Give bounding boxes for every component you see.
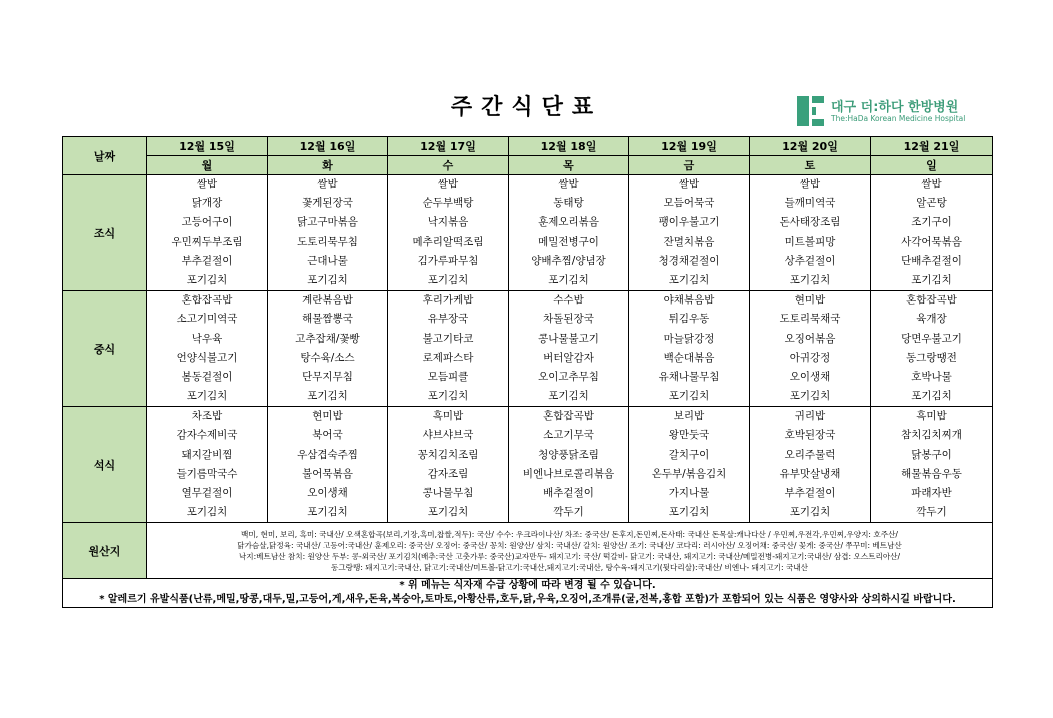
- menu-item: 모듬어묵국: [663, 197, 715, 210]
- menu-item: 사각어묵볶음: [901, 235, 962, 248]
- menu-item: 오리주물럭: [784, 448, 836, 461]
- meal-cell: [147, 175, 268, 291]
- menu-item: 포기김치: [186, 390, 228, 403]
- menu-item: 수수밥: [553, 294, 584, 307]
- menu-item: 모듬피클: [427, 370, 469, 383]
- hospital-logo: [797, 96, 997, 126]
- meal-label: 조식: [63, 175, 147, 291]
- meal-cell: [750, 407, 871, 523]
- menu-item: 콩나물무침: [422, 487, 474, 499]
- menu-item: 김가루파무침: [417, 254, 479, 267]
- menu-item: 오이생채: [307, 487, 348, 499]
- meal-cell: [147, 407, 268, 523]
- meal-row: [63, 407, 993, 523]
- logo-english-name: The:HaDa Korean Medicine Hospital: [831, 114, 966, 123]
- date-cell: 12월 20일: [750, 137, 871, 156]
- menu-item: 낙지볶음: [427, 216, 469, 229]
- menu-item: 팽이우불고기: [658, 216, 720, 229]
- meal-cell: [388, 291, 509, 407]
- logo-korean-name: 대구 더:하다 한방병원: [831, 100, 959, 115]
- weekday-cell: 월: [147, 156, 268, 175]
- menu-item: 차조밥: [191, 410, 223, 423]
- menu-item: 흑미밥: [916, 410, 947, 423]
- menu-item: 오이생채: [789, 370, 831, 383]
- menu-item: 잔멸치볶음: [663, 235, 715, 248]
- meal-cell: [509, 175, 629, 291]
- menu-item: 쌀밥: [437, 178, 459, 190]
- origin-info: [147, 523, 993, 579]
- weekday-cell: 화: [268, 156, 388, 175]
- menu-item: 포기김치: [186, 506, 228, 519]
- menu-item: 포기김치: [427, 506, 469, 519]
- menu-item: 유채나물무침: [658, 370, 720, 383]
- menu-item: 당면우불고기: [901, 332, 962, 345]
- origin-row: [63, 523, 993, 579]
- menu-item: 쌀밥: [799, 178, 821, 190]
- menu-item: 우민찌두부조림: [171, 235, 243, 248]
- menu-item: 포기김치: [789, 273, 831, 286]
- menu-item: 깍두기: [916, 506, 947, 519]
- menu-item: 봄동겉절이: [181, 370, 233, 383]
- date-row: [63, 137, 993, 156]
- menu-item: 쌀밥: [921, 178, 942, 190]
- menu-item: 우삼겹숙주찜: [297, 448, 358, 461]
- menu-item: 도토리묵무침: [297, 235, 358, 248]
- menu-item: 고등어구이: [181, 216, 233, 229]
- weekday-cell: 수: [388, 156, 509, 175]
- menu-item: 해물볶음우동: [901, 467, 962, 480]
- page-title: 주간식단표: [450, 95, 603, 120]
- notice-allergy: * 알레르기 유발식품(난류,메밀,땅콩,대두,밀,고등어,게,새우,돈육,복숭아,토마토,아황산류,호두,닭,우육,오징어,조개류(굴,전복,홍합 포함)가 포함되어 있는 식품은 영양사와 상의하시길 바랍니다.: [99, 594, 956, 606]
- menu-item: 포기김치: [548, 273, 589, 286]
- menu-item: 부추겉절이: [181, 254, 233, 267]
- menu-item: 근대나물: [307, 254, 348, 267]
- menu-item: 도토리묵채국: [779, 313, 841, 326]
- menu-item: 비엔나브로콜리볶음: [522, 467, 615, 480]
- meal-cell: [268, 175, 388, 291]
- meal-label: 석식: [63, 407, 147, 523]
- meal-cell: [509, 407, 629, 523]
- menu-item: 해물짬뽕국: [302, 313, 353, 326]
- origin-line: 닭가슴살,닭정육: 국내산/ 고등어:국내산/ 훈제오리: 중국산/ 오징어: 중국산/ 꽁치: 원양산/ 삼치: 국내산/ 갈치: 원양산/ 조기: 국내산/ 코다리: 러시아산/ 오징어채: 중국산/ 꽃게: 중국산/ 쭈꾸미: 베트남산: [237, 540, 902, 550]
- menu-item: 갈치구이: [668, 448, 710, 461]
- menu-item: 청경채겉절이: [658, 254, 720, 267]
- menu-item: 포기김치: [668, 273, 710, 286]
- date-cell: 12월 18일: [509, 137, 629, 156]
- menu-item: 닭봉구이: [911, 448, 952, 461]
- menu-item: 동그랑땡전: [906, 351, 957, 364]
- menu-item: 쌀밥: [317, 178, 338, 190]
- logo-mark-icon: [797, 96, 825, 126]
- menu-item: 상추겉절이: [784, 254, 836, 267]
- menu-item: 돈사태장조림: [779, 216, 841, 229]
- menu-item: 포기김치: [186, 273, 228, 286]
- menu-item: 콩나물불고기: [538, 332, 599, 345]
- menu-item: 현미밥: [312, 410, 343, 423]
- menu-item: 돼지갈비찜: [181, 448, 233, 461]
- meal-cell: [147, 291, 268, 407]
- date-cell: 12월 17일: [388, 137, 509, 156]
- menu-item: 버터알감자: [543, 351, 594, 364]
- menu-item: 왕만둣국: [668, 429, 710, 442]
- menu-item: 순두부백탕: [422, 197, 474, 210]
- menu-item: 쌀밥: [196, 178, 218, 190]
- menu-item: 고추잡채/꽃빵: [295, 332, 360, 345]
- menu-item: 낙우육: [191, 332, 223, 345]
- meal-cell: [871, 407, 993, 523]
- menu-item: 후리가케밥: [422, 294, 474, 307]
- menu-item: 호박된장국: [784, 429, 836, 442]
- menu-item: 조기구이: [911, 216, 952, 229]
- menu-item: 청양풍닭조림: [538, 448, 599, 461]
- menu-item: 미트볼피망: [784, 235, 836, 248]
- menu-item: 들깨미역국: [784, 197, 836, 210]
- menu-item: 불어묵볶음: [302, 467, 353, 480]
- menu-item: 흑미밥: [432, 410, 464, 423]
- menu-item: 포기김치: [307, 273, 348, 286]
- meal-cell: [750, 175, 871, 291]
- date-cell: 12월 21일: [871, 137, 993, 156]
- menu-item: 가지나물: [668, 487, 710, 499]
- menu-item: 야채볶음밥: [663, 294, 715, 307]
- meal-cell: [629, 407, 750, 523]
- menu-item: 포기김치: [789, 390, 831, 403]
- menu-item: 메밀전병구이: [538, 235, 599, 248]
- weekly-menu-table: [62, 136, 993, 608]
- menu-item: 동태탕: [553, 197, 584, 210]
- weekday-cell: 금: [629, 156, 750, 175]
- menu-item: 배추겉절이: [543, 487, 594, 499]
- menu-item: 포기김치: [427, 273, 469, 286]
- weekday-cell: 일: [871, 156, 993, 175]
- menu-item: 양배추찜/양념장: [531, 254, 606, 267]
- meal-cell: [268, 291, 388, 407]
- menu-item: 샤브샤브국: [422, 429, 474, 442]
- menu-item: 들기름막국수: [176, 467, 238, 480]
- date-cell: 12월 16일: [268, 137, 388, 156]
- meal-row: [63, 175, 993, 291]
- menu-item: 탕수육/소스: [300, 351, 355, 364]
- menu-item: 유부장국: [427, 313, 469, 326]
- menu-item: 포기김치: [548, 390, 589, 403]
- menu-item: 계란볶음밥: [302, 294, 353, 307]
- menu-item: 차돌된장국: [543, 313, 594, 326]
- menu-item: 귀리밥: [794, 410, 826, 423]
- menu-item: 포기김치: [668, 390, 710, 403]
- menu-item: 포기김치: [307, 390, 348, 403]
- meal-cell: [629, 175, 750, 291]
- menu-item: 포기김치: [789, 506, 831, 519]
- meal-cell: [388, 407, 509, 523]
- origin-line: 동그랑땡: 돼지고기:국내산, 닭고기:국내산/미트볼-닭고기:국내산,돼지고기:국내산, 탕수육-돼지고기(뒷다리살):국내산/ 비엔나- 돼지고기: 국내산: [330, 562, 809, 572]
- meal-cell: [629, 291, 750, 407]
- menu-item: 파래자반: [911, 487, 952, 499]
- menu-item: 단배추겉절이: [901, 254, 962, 267]
- menu-item: 소고기미역국: [176, 313, 238, 326]
- notes-row: [63, 579, 993, 608]
- menu-item: 언양식불고기: [176, 351, 238, 364]
- menu-item: 닭개장: [191, 197, 223, 210]
- weekday-cell: 토: [750, 156, 871, 175]
- menu-item: 열무겉절이: [181, 487, 233, 499]
- menu-item: 깍두기: [553, 506, 584, 519]
- meal-cell: [509, 291, 629, 407]
- menu-item: 쌀밥: [678, 178, 700, 190]
- date-cell: 12월 15일: [147, 137, 268, 156]
- menu-item: 보리밥: [673, 410, 705, 423]
- menu-item: 북어국: [312, 429, 343, 442]
- menu-item: 현미밥: [794, 294, 826, 307]
- origin-line: 백미, 현미, 보리, 흑미: 국내산/ 오색혼합곡(보리,기장,흑미,찹쌀,적두): 국산/ 수수: 우크라이나산/ 차조: 중국산/ 돈후지,돈민찌,돈사태: 국내산 돈목살:캐나다산 / 우민찌,우전각,우민찌,우양지: 호주산/: [241, 529, 898, 539]
- meal-row: [63, 291, 993, 407]
- menu-item: 부추겉절이: [784, 487, 836, 499]
- menu-item: 혼합잡곡밥: [543, 410, 594, 423]
- menu-item: 닭고구마볶음: [297, 216, 358, 229]
- menu-item: 포기김치: [427, 390, 469, 403]
- menu-item: 메추리알떡조림: [412, 235, 484, 248]
- menu-item: 참치김치찌개: [901, 429, 962, 442]
- menu-item: 알곤탕: [916, 197, 947, 210]
- origin-label: 원산지: [63, 523, 147, 579]
- menu-item: 단무지무침: [302, 370, 353, 383]
- menu-item: 육개장: [916, 313, 947, 326]
- menu-item: 혼합잡곡밥: [181, 294, 233, 307]
- menu-item: 오이고추무침: [538, 370, 599, 383]
- menu-item: 온두부/볶음김치: [651, 467, 727, 480]
- menu-item: 꽁치김치조림: [417, 448, 479, 461]
- menu-item: 감자수제비국: [176, 429, 238, 442]
- menu-item: 호박나물: [911, 370, 952, 383]
- menu-item: 훈제오리볶음: [538, 216, 599, 229]
- notes-cell: [63, 579, 993, 608]
- menu-item: 쌀밥: [558, 178, 579, 190]
- weekday-cell: 목: [509, 156, 629, 175]
- meal-cell: [268, 407, 388, 523]
- date-header-label: 날짜: [63, 137, 147, 175]
- menu-item: 감자조림: [427, 467, 469, 480]
- menu-item: 오징어볶음: [784, 332, 836, 345]
- menu-item: 불고기타코: [422, 332, 474, 345]
- menu-item: 포기김치: [911, 273, 952, 286]
- menu-item: 혼합잡곡밥: [906, 294, 957, 307]
- menu-item: 유부맛살냉채: [779, 467, 841, 480]
- menu-item: 포기김치: [307, 506, 348, 519]
- menu-item: 소고기무국: [543, 429, 594, 442]
- meal-label: 중식: [63, 291, 147, 407]
- date-cell: 12월 19일: [629, 137, 750, 156]
- menu-item: 포기김치: [911, 390, 952, 403]
- weekday-row: [63, 156, 993, 175]
- menu-item: 꽃게된장국: [302, 197, 353, 210]
- menu-item: 튀김우동: [668, 313, 710, 326]
- meal-cell: [871, 175, 993, 291]
- meal-cell: [750, 291, 871, 407]
- menu-item: 포기김치: [668, 506, 710, 519]
- menu-item: 로제파스타: [422, 351, 474, 364]
- meal-cell: [388, 175, 509, 291]
- origin-line: 낙지:베트남산 참치: 원양산 두부: 콩-외국산/ 포기김치(배추:국산 고춧가루: 중국산)교자만두- 돼지고기: 국산/ 떡갈비- 닭고기: 국내산, 돼지고기: 국내산/메밀전병-돼지고기:국내산/ 삼겹: 오스트리아산/: [238, 551, 901, 561]
- menu-item: 백순대볶음: [663, 351, 715, 364]
- meal-cell: [871, 291, 993, 407]
- notice-change: * 위 메뉴는 식자재 수급 상황에 따라 변경 될 수 있습니다.: [399, 580, 656, 592]
- menu-item: 아귀강정: [789, 351, 831, 364]
- menu-item: 마늘닭강정: [663, 332, 715, 345]
